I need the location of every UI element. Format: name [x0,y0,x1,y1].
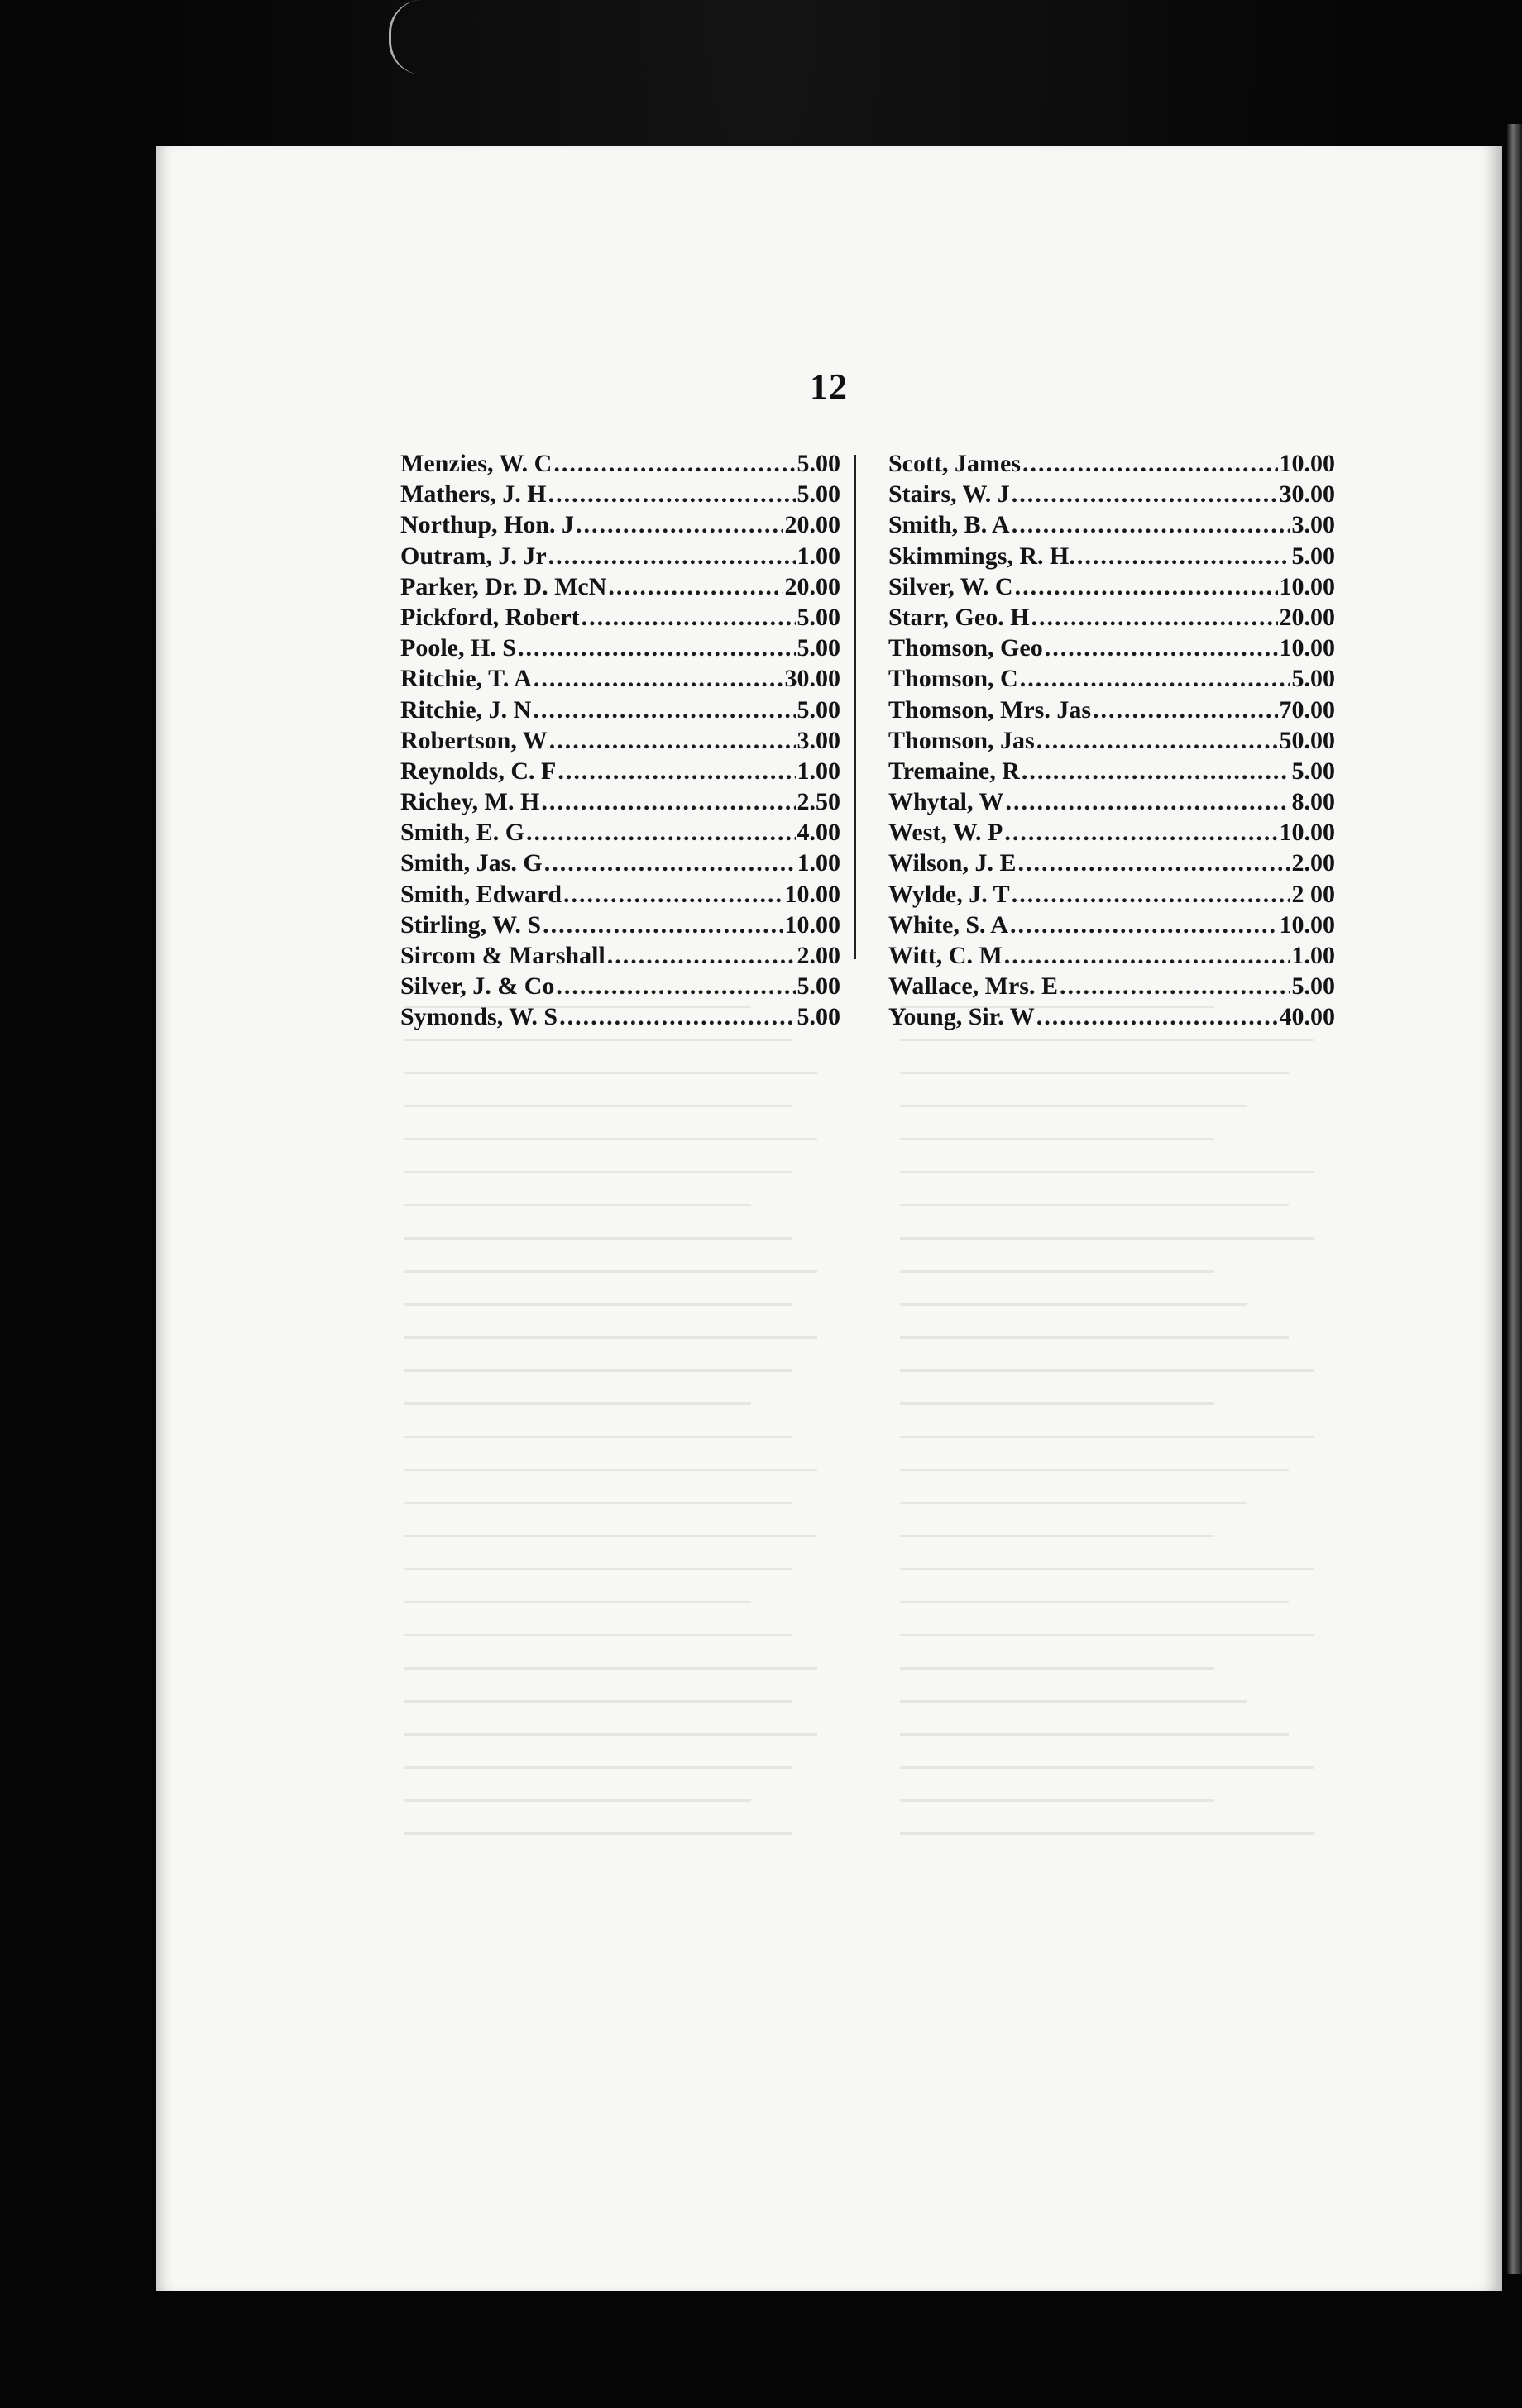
dot-leader [534,665,783,693]
list-item [400,634,840,665]
dot-leader [544,849,796,877]
contribution-amount: 5.00 [1291,972,1335,1001]
list-item [400,511,840,542]
bleed-line [900,1502,1247,1504]
contributor-name: Skimmings, R. H. [888,542,1075,570]
contribution-amount: 5.00 [797,480,840,509]
list-item [400,604,840,634]
list-item [400,911,840,942]
contribution-amount: 50.00 [1279,726,1335,754]
contribution-amount: 70.00 [1279,695,1335,724]
contributor-name: Ritchie, T. A [400,665,532,693]
bleed-line [404,1303,792,1306]
contributor-name: Wylde, J. T [888,880,1010,908]
list-item [888,727,1335,757]
list-item [888,604,1335,634]
contributor-name: Symonds, W. S [400,1003,558,1031]
list-item [888,1003,1335,1034]
list-item [888,665,1335,695]
list-item [888,881,1335,911]
list-item [400,757,840,788]
contribution-amount: 5.00 [1291,542,1335,570]
list-item [888,480,1335,511]
bleed-line [900,1204,1289,1206]
dot-leader [1012,511,1290,539]
dot-leader [1031,604,1278,632]
bleed-line [404,1105,792,1107]
dot-leader [548,480,796,509]
dot-leader [1022,757,1290,786]
list-item [400,480,840,511]
bleed-line [900,1237,1314,1240]
bleed-line [900,1336,1289,1339]
contribution-amount: 2.50 [797,788,840,816]
dot-leader [1004,942,1290,970]
bleed-line [404,1270,817,1273]
list-item [888,942,1335,972]
bleed-line [900,1138,1214,1140]
list-item [400,881,840,911]
list-item [888,542,1335,573]
document-page [156,146,1502,2291]
contributor-name: Pickford, Robert [400,603,580,631]
bleed-line [404,1436,792,1438]
dot-leader [1015,573,1278,601]
bleed-line [900,1601,1289,1603]
contribution-amount: 2.00 [797,942,840,969]
dot-leader [1060,972,1290,1001]
bleed-line [404,1072,817,1074]
dot-leader [556,972,795,1001]
contributor-name: Smith, Edward [400,880,562,908]
bleed-line [404,1237,792,1240]
bleed-line [404,1766,792,1769]
contribution-amount: 20.00 [1279,603,1335,631]
contributor-name: Stairs, W. J [888,480,1010,509]
dot-leader [541,788,795,816]
bleed-line [404,1039,792,1041]
contribution-amount: 20.00 [784,511,840,539]
list-item [888,972,1335,1003]
contribution-amount: 40.00 [1279,1003,1335,1031]
dot-leader [563,881,783,909]
dot-leader [1018,849,1290,877]
contributor-name: Wilson, J. E [888,849,1017,877]
bleed-line [900,1667,1214,1670]
contributor-name: Whytal, W [888,788,1004,816]
contributor-name: Poole, H. S [400,634,516,662]
contributor-name: Northup, Hon. J [400,511,575,539]
list-item [888,788,1335,819]
dot-leader [553,450,795,478]
contributor-name: Parker, Dr. D. McN [400,572,607,600]
torn-paper-edge [389,0,457,74]
contributor-name: Thomson, Mrs. Jas [888,695,1092,724]
contribution-amount: 1.00 [797,849,840,877]
bleed-line [900,1766,1314,1769]
bleed-line [900,1436,1314,1438]
contribution-amount: 5.00 [1291,665,1335,693]
contributor-name: Outram, J. Jr [400,542,547,570]
contributor-name: Mathers, J. H [400,480,547,509]
contributor-name: Stirling, W. S [400,910,542,939]
bleed-line [404,1667,817,1670]
contribution-amount: 1.00 [1291,942,1335,969]
bleed-line [900,1369,1314,1372]
list-item [888,911,1335,942]
adjacent-page-edge [1507,124,1522,2274]
bleed-line [404,1138,817,1140]
contribution-amount: 10.00 [1279,572,1335,600]
contributor-name: West, W. P [888,819,1003,847]
contributor-name: Silver, W. C [888,572,1013,600]
contributor-name: Silver, J. & Co [400,972,555,1001]
dot-leader [1036,727,1278,755]
bleed-line [404,1469,817,1471]
contribution-amount: 10.00 [784,910,840,939]
left-column [400,450,971,1034]
contribution-amount: 10.00 [1279,634,1335,662]
contribution-amount: 5.00 [1291,757,1335,785]
bleed-line [404,1799,751,1802]
bleed-line [900,1535,1214,1537]
bleed-line [404,1502,792,1504]
list-item [888,696,1335,727]
bleed-line [900,1039,1314,1041]
contributor-name: Witt, C. M [888,942,1003,969]
dot-leader [1005,788,1290,816]
dot-leader [1045,634,1278,662]
list-item [888,511,1335,542]
bleed-line [404,1336,817,1339]
contribution-amount: 3.00 [1291,511,1335,539]
contribution-amount: 5.00 [797,450,840,477]
contributor-name: Robertson, W [400,726,548,754]
contribution-amount: 8.00 [1291,788,1335,816]
dot-leader [559,1003,795,1031]
bleed-line [900,1171,1314,1173]
dot-leader [558,757,795,786]
bleed-line [900,1402,1214,1405]
contribution-amount: 20.00 [784,572,840,600]
bleed-line [404,1204,751,1206]
contribution-amount: 1.00 [797,542,840,570]
list-item [400,819,840,849]
dot-leader [549,727,796,755]
dot-leader [1077,542,1290,571]
contribution-amount: 10.00 [1279,450,1335,477]
page-number: 12 [810,366,848,407]
dot-leader [1004,819,1277,847]
bleed-line [404,1369,792,1372]
dot-leader [1010,911,1277,939]
contribution-amount: 4.00 [797,819,840,847]
contributor-name: Reynolds, C. F [400,757,557,785]
bleed-line [900,1634,1314,1636]
contribution-amount: 5.00 [797,603,840,631]
contribution-amount: 5.00 [797,972,840,1001]
bleed-line [900,1105,1247,1107]
contributor-name: Tremaine, R [888,757,1020,785]
dot-leader [608,573,783,601]
contributor-name: Thomson, C [888,665,1018,693]
contribution-amount: 1.00 [797,757,840,785]
bleed-line [404,1535,817,1537]
list-item [400,450,840,480]
contribution-amount: 10.00 [1279,910,1335,939]
contributor-name: Ritchie, J. N [400,695,532,724]
list-item [400,942,840,972]
bleed-line [404,1700,792,1703]
list-item [400,1003,840,1034]
column-divider [854,455,856,959]
bleed-line [404,1832,792,1835]
contribution-amount: 5.00 [797,695,840,724]
contributor-name: Thomson, Geo [888,634,1043,662]
bleed-line [900,1832,1314,1835]
bleed-line [900,1072,1289,1074]
list-item [400,542,840,573]
contributor-name: Smith, E. G [400,819,525,847]
bleed-line [900,1700,1247,1703]
dot-leader [526,819,795,847]
contributor-name: Starr, Geo. H [888,603,1030,631]
bleed-line [404,1568,792,1570]
dot-leader [607,942,796,970]
dot-leader [543,911,783,939]
contributor-name: Young, Sir. W [888,1003,1035,1031]
dot-leader [548,542,796,571]
contributor-name: White, S. A [888,910,1009,939]
bleed-line [900,1270,1214,1273]
list-item [888,819,1335,849]
dot-leader [1012,480,1278,509]
contributor-name: Scott, James [888,450,1021,477]
bleed-line [900,1799,1214,1802]
contribution-amount: 10.00 [1279,819,1335,847]
contribution-amount: 2.00 [1291,849,1335,877]
list-item [400,849,840,880]
contribution-amount: 5.00 [797,634,840,662]
bleed-line [404,1402,751,1405]
list-item [888,849,1335,880]
right-column [888,450,1464,1034]
bleed-line [404,1733,817,1736]
bleed-line [404,1171,792,1173]
list-item [888,573,1335,604]
bleed-line [404,1601,751,1603]
bleed-line [900,1469,1289,1471]
contribution-amount: 5.00 [797,1003,840,1031]
list-item [400,972,840,1003]
dot-leader [1093,696,1277,724]
list-item [888,757,1335,788]
contributor-name: Sircom & Marshall [400,942,605,969]
dot-leader [518,634,796,662]
list-item [400,573,840,604]
contribution-amount: 30.00 [784,665,840,693]
dot-leader [1036,1003,1278,1031]
bleed-line [900,1733,1289,1736]
list-item [400,665,840,695]
contributor-name: Thomson, Jas [888,726,1035,754]
contribution-amount: 10.00 [784,880,840,908]
contributor-name: Smith, Jas. G [400,849,543,877]
dot-leader [1020,665,1290,693]
list-item [400,696,840,727]
list-item [400,788,840,819]
contributor-name: Richey, M. H [400,788,540,816]
bleed-line [900,1568,1314,1570]
contributor-name: Wallace, Mrs. E [888,972,1058,1001]
dot-leader [582,604,796,632]
contributor-name: Menzies, W. C [400,450,553,477]
contribution-amount: 2 00 [1291,880,1335,908]
dot-leader [1022,450,1278,478]
list-item [400,727,840,757]
dot-leader [533,696,795,724]
bleed-line [900,1303,1247,1306]
dot-leader [576,511,783,539]
list-item [888,450,1335,480]
contributor-name: Smith, B. A [888,511,1010,539]
bleed-line [404,1634,792,1636]
list-item [888,634,1335,665]
contribution-amount: 3.00 [797,726,840,754]
dot-leader [1012,881,1290,909]
contribution-amount: 30.00 [1279,480,1335,509]
